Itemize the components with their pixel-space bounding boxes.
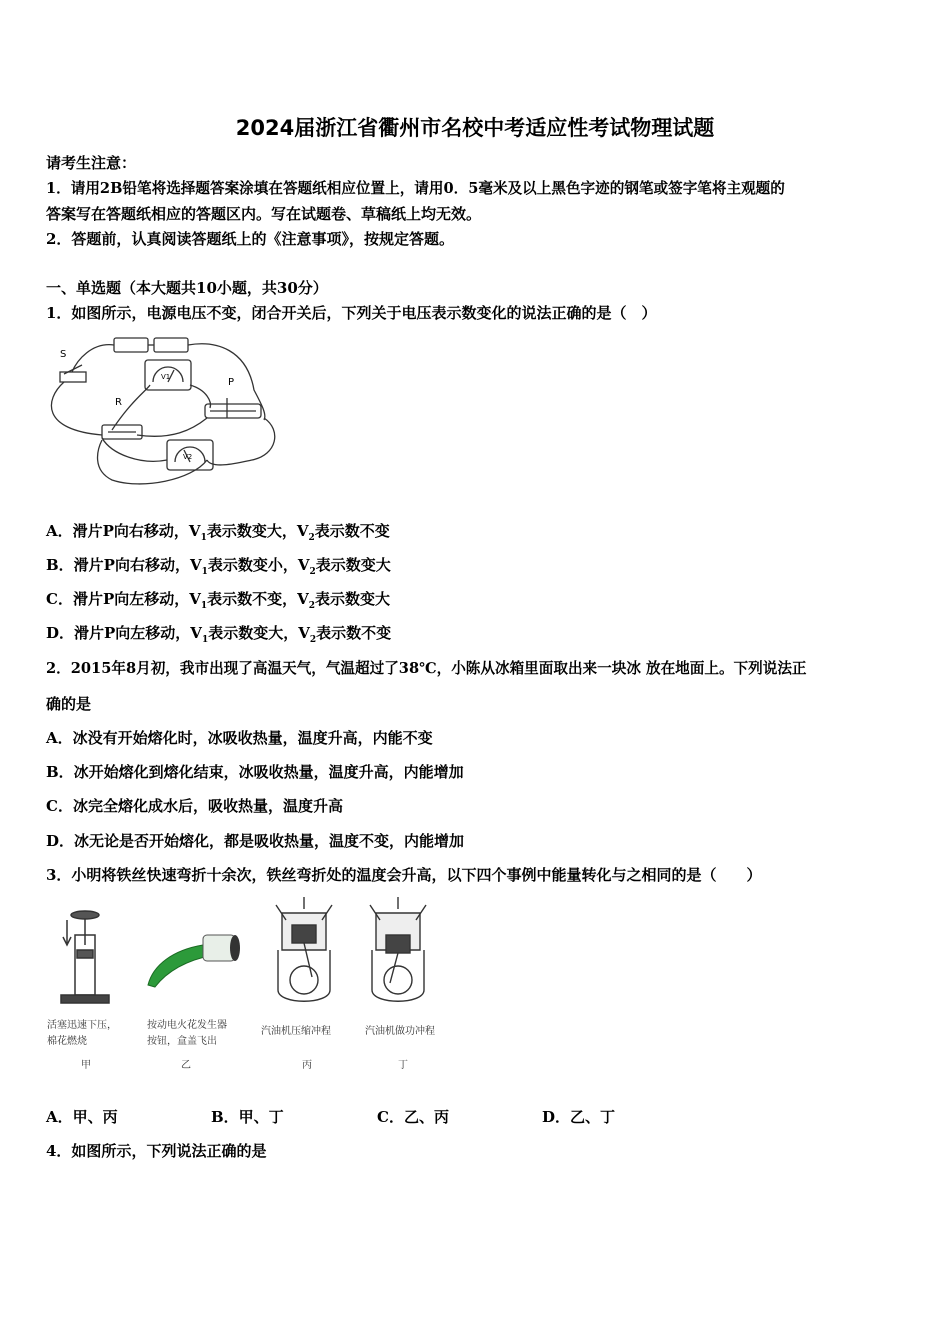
q2-stem-line2: 确的是 xyxy=(46,695,92,713)
label-p: P xyxy=(228,377,235,388)
q2-option-a: A．冰没有开始熔化时，冰吸收热量，温度升高，内能不变 xyxy=(46,729,433,747)
q4-stem: 4．如图所示，下列说法正确的是 xyxy=(46,1142,267,1160)
q3-figure-bing xyxy=(268,895,340,1010)
fig-ding-tag: 丁 xyxy=(398,1060,408,1071)
q3-option-d: D．乙、丁 xyxy=(542,1108,616,1126)
q2-option-b: B．冰开始熔化到熔化结束，冰吸收热量，温度升高，内能增加 xyxy=(46,763,464,781)
fig-jia-tag: 甲 xyxy=(81,1060,91,1071)
q1-option-b: B．滑片P向右移动，$V_1$表示数变小，$V_2$表示数变大 xyxy=(46,556,391,577)
fig-jia-caption-2: 棉花燃烧 xyxy=(47,1036,87,1047)
notice-heading: 请考生注意： xyxy=(46,154,137,172)
q3-figure-yi xyxy=(143,925,243,995)
q1-option-d: D．滑片P向左移动，$V_1$表示数变大，$V_2$表示数不变 xyxy=(46,624,392,645)
q2-option-d: D．冰无论是否开始熔化，都是吸收热量，温度不变，内能增加 xyxy=(46,832,465,850)
q3-option-a: A．甲、丙 xyxy=(46,1108,118,1126)
q3-option-b: B．甲、丁 xyxy=(211,1108,284,1126)
label-v2: V2 xyxy=(183,453,193,461)
fig-yi-caption-1: 按动电火花发生器 xyxy=(147,1020,227,1031)
page-title: 2024届浙江省衢州市名校中考适应性考试物理试题 xyxy=(235,116,715,140)
fig-bing-caption: 汽油机压缩冲程 xyxy=(261,1026,331,1037)
notice-line-1a: 1．请用2B铅笔将选择题答案涂填在答题纸相应位置上，请用0．5毫米及以上黑色字迹的钢笔或签字笔将主观题的 xyxy=(46,180,785,197)
fig-yi-caption-2: 按钮，盒盖飞出 xyxy=(147,1036,217,1047)
q3-figure-ding xyxy=(362,895,434,1010)
label-r: R xyxy=(115,397,122,408)
section-heading: 一、单选题（本大题共10小题，共30分） xyxy=(46,279,328,297)
notice-line-2: 2．答题前，认真阅读答题纸上的《注意事项》，按规定答题。 xyxy=(46,230,454,248)
fig-jia-caption-1: 活塞迅速下压， xyxy=(47,1020,117,1031)
q3-option-c: C．乙、丙 xyxy=(377,1108,449,1126)
fig-yi-tag: 乙 xyxy=(181,1060,191,1071)
q3-figure-jia xyxy=(55,905,115,1010)
q1-option-c: C．滑片P向左移动，$V_1$表示数不变，$V_2$表示数变大 xyxy=(46,590,391,611)
q2-option-c: C．冰完全熔化成水后，吸收热量，温度升高 xyxy=(46,797,343,815)
q2-stem-line1: 2．2015年8月初，我市出现了高温天气，气温超过了38℃，小陈从冰箱里面取出来一块冰 放在地面上。下列说法正 xyxy=(46,660,807,677)
label-v1: V1 xyxy=(161,373,171,381)
fig-ding-caption: 汽油机做功冲程 xyxy=(365,1026,435,1037)
q1-option-a: A．滑片P向右移动，$V_1$表示数变大，$V_2$表示数不变 xyxy=(46,522,390,543)
q3-stem: 3．小明将铁丝快速弯折十余次，铁丝弯折处的温度会升高，以下四个事例中能量转化与之相同的是（ ） xyxy=(46,866,762,884)
q1-circuit-diagram xyxy=(42,330,282,495)
notice-line-1b: 答案写在答题纸相应的答题区内。写在试题卷、草稿纸上均无效。 xyxy=(46,205,482,223)
fig-bing-tag: 丙 xyxy=(302,1060,312,1071)
label-s: S xyxy=(60,349,67,360)
q1-stem: 1．如图所示，电源电压不变，闭合开关后，下列关于电压表示数变化的说法正确的是（ ） xyxy=(46,304,657,322)
